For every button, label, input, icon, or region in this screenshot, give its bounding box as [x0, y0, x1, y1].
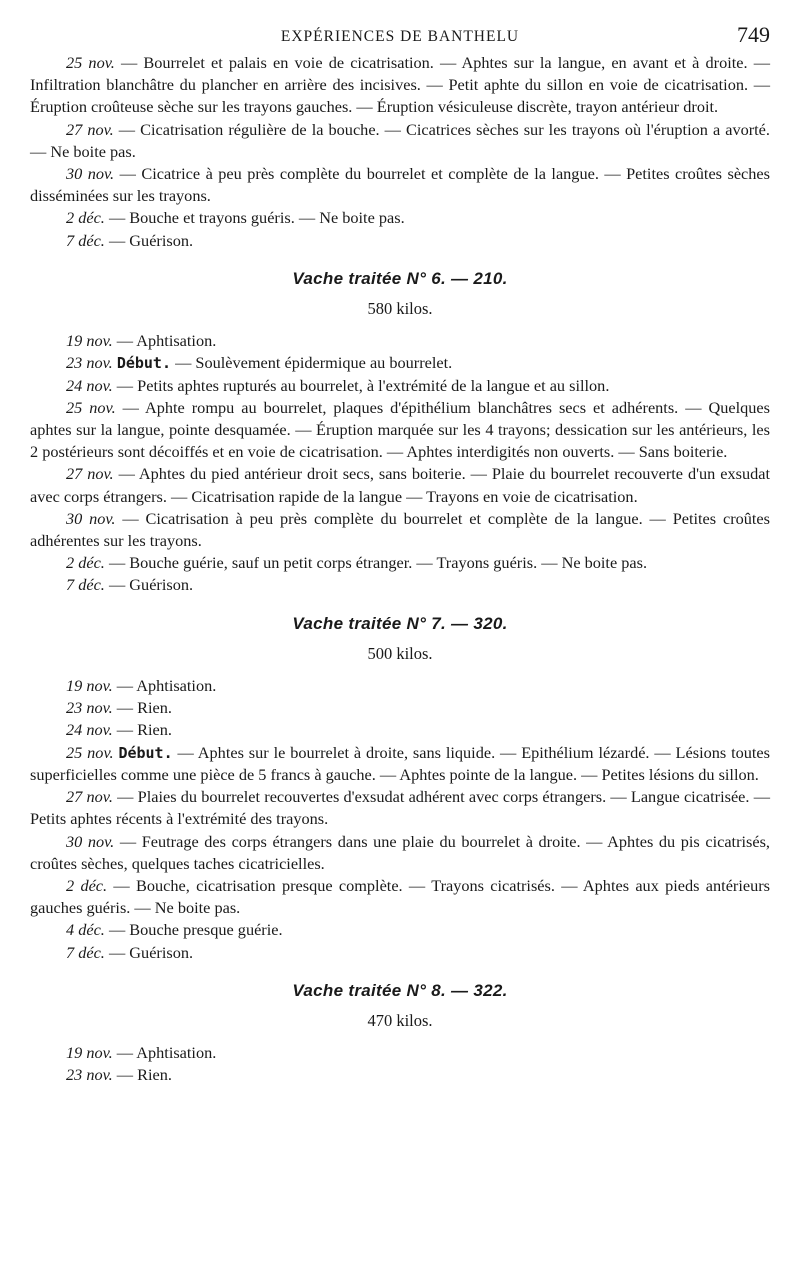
- journal-entry: [30, 831, 770, 875]
- journal-entry: [30, 463, 770, 507]
- page-number: 749: [737, 22, 770, 47]
- intro-entries: [30, 52, 770, 252]
- entry-date: 7 déc.: [66, 942, 105, 962]
- journal-entry: [30, 230, 770, 252]
- journal-entry: [30, 119, 770, 163]
- entry-text: — Cicatrisation à peu près complète du bourrelet et complète de la langue. — Petites croûtes adhérentes sur les trayons.: [30, 508, 770, 551]
- journal-entry: [30, 786, 770, 830]
- entry-text: — Plaies du bourrelet recouvertes d'exsudat adhérent avec corps étrangers. — Langue cicatrisée. — Petits aphtes récents à l'extrémité des trayons.: [30, 787, 770, 829]
- journal-entry: [30, 719, 770, 741]
- entry-date: 25 nov.: [66, 397, 116, 417]
- entry-date: 4 déc.: [66, 920, 105, 940]
- journal-entry: [30, 330, 770, 352]
- entry-text: — Aphtisation.: [112, 1043, 217, 1063]
- entry-date: 30 nov.: [66, 831, 115, 851]
- entry-text: — Bouche guérie, sauf un petit corps étranger. — Trayons guéris. — Ne boite pas.: [104, 553, 648, 573]
- section-title: Vache traitée N° 7. — 320.: [292, 613, 508, 633]
- entry-date: 27 nov.: [66, 464, 114, 484]
- running-header: [30, 22, 770, 52]
- entry-text: — Rien.: [112, 1065, 172, 1085]
- entry-date: 27 nov.: [66, 787, 113, 807]
- entry-date: 19 nov.: [66, 676, 113, 696]
- entry-text: — Guérison.: [104, 575, 194, 595]
- entry-date: 25 nov.: [66, 742, 114, 762]
- entry-text: — Guérison.: [104, 230, 194, 250]
- entry-text: — Aphte rompu au bourrelet, plaques d'épithélium blanchâtres secs et adhérents. — Quelques aphtes sur la langue, pointe desquamée. — Éruption marquée sur les 4 trayons; dessication sur les antérieurs, les 2 postérieurs sont décoiffés et en voie de cicatrisation. — Aphtes interdigités non ouverts. — Sans boiterie.: [30, 397, 770, 462]
- journal-entry: [30, 919, 770, 941]
- debut-label: Début.: [118, 743, 173, 762]
- entry-text: — Aphtes sur le bourrelet à droite, sans liquide. — Epithélium lézardé. — Lésions toutes superficielles comme une pièce de 5 francs à gauche. — Aphtes pointe de la langue. — Petites lésions du sillon.: [30, 742, 770, 784]
- entry-date: 24 nov.: [66, 375, 113, 395]
- entry-date: 2 déc.: [66, 208, 105, 228]
- entry-text: — Rien.: [112, 698, 172, 718]
- entry-date: 7 déc.: [66, 230, 105, 250]
- entry-text: — Guérison.: [104, 942, 194, 962]
- entry-date: 30 nov.: [66, 508, 116, 528]
- journal-entry: [30, 552, 770, 574]
- journal-entry: [30, 508, 770, 552]
- entry-date: 24 nov.: [66, 720, 113, 740]
- entry-date: 25 nov.: [66, 53, 115, 72]
- entry-text: — Aphtes du pied antérieur droit secs, sans boiterie. — Plaie du bourrelet recouverte d'un exsudat avec corps étrangers. — Cicatrisation rapide de la langue — Trayons en voie de cicatrisation.: [30, 464, 770, 506]
- entry-text: — Rien.: [112, 720, 172, 740]
- journal-entry: [30, 875, 770, 919]
- journal-entry: [30, 574, 770, 596]
- section-title: Vache traitée N° 8. — 322.: [292, 980, 508, 1000]
- entry-text: — Bouche et trayons guéris. — Ne boite pas.: [104, 208, 405, 228]
- entry-text: — Soulèvement épidermique au bourrelet.: [171, 353, 453, 373]
- debut-label: Début.: [116, 354, 171, 373]
- journal-entry: [30, 52, 770, 119]
- journal-entry: [30, 675, 770, 697]
- journal-entry: [30, 942, 770, 964]
- journal-entry: [30, 375, 770, 397]
- entry-text: — Cicatrisation régulière de la bouche. — Cicatrices sèches sur les trayons où l'éruption a avorté. — Ne boite pas.: [30, 119, 770, 161]
- entry-text: — Bouche, cicatrisation presque complète. — Trayons cicatrisés. — Aphtes aux pieds antérieurs gauches guéris. — Ne boite pas.: [30, 875, 770, 918]
- journal-entry: [30, 352, 770, 374]
- entry-date: 23 nov.: [66, 698, 113, 718]
- section-weight: 580 kilos.: [367, 299, 433, 319]
- entry-date: 7 déc.: [66, 575, 105, 595]
- section-weight: 470 kilos.: [367, 1010, 433, 1030]
- header-title: EXPÉRIENCES DE BANTHELU: [280, 28, 520, 45]
- entry-date: 2 déc.: [66, 875, 108, 895]
- section-weight: 500 kilos.: [367, 643, 433, 663]
- entry-text: — Bouche presque guérie.: [104, 920, 283, 940]
- journal-entry: [30, 742, 770, 786]
- section-cow-8: [30, 980, 770, 1087]
- entry-text: — Aphtisation.: [112, 676, 217, 696]
- journal-entry: [30, 163, 770, 207]
- journal-entry: [30, 697, 770, 719]
- journal-entry: [30, 397, 770, 464]
- entry-text: — Feutrage des corps étrangers dans une plaie du bourrelet à droite. — Aphtes du pis cicatrisés, croûtes sèches, quelques taches cicatricielles.: [30, 831, 770, 873]
- entry-text: — Bourrelet et palais en voie de cicatrisation. — Aphtes sur la langue, en avant et à droite. — Infiltration blanchâtre du plancher en arrière des incisives. — Petit aphte du sillon en voie de cicatrisation. — Éruption croûteuse sèche sur les trayons gauches. — Éruption vésiculeuse discrète, trayon antérieur droit.: [30, 53, 770, 117]
- journal-entry: [30, 1042, 770, 1064]
- entry-text: — Petits aphtes rupturés au bourrelet, à l'extrémité de la langue et au sillon.: [112, 375, 610, 395]
- entry-date: 23 nov.: [66, 353, 113, 373]
- entry-date: 30 nov.: [66, 164, 115, 184]
- document-body: [30, 52, 770, 1087]
- section-cow-7: [30, 613, 770, 964]
- entry-date: 19 nov.: [66, 331, 113, 351]
- journal-entry: [30, 207, 770, 229]
- entry-date: 2 déc.: [66, 553, 105, 573]
- entry-date: 27 nov.: [66, 119, 114, 139]
- journal-entry: [30, 1064, 770, 1086]
- section-title: Vache traitée N° 6. — 210.: [292, 268, 508, 288]
- section-cow-6: [30, 268, 770, 597]
- entry-date: 23 nov.: [66, 1065, 113, 1085]
- entry-text: — Aphtisation.: [112, 331, 217, 351]
- entry-date: 19 nov.: [66, 1043, 113, 1063]
- entry-text: — Cicatrice à peu près complète du bourrelet et complète de la langue. — Petites croûtes sèches disséminées sur les trayons.: [30, 164, 770, 206]
